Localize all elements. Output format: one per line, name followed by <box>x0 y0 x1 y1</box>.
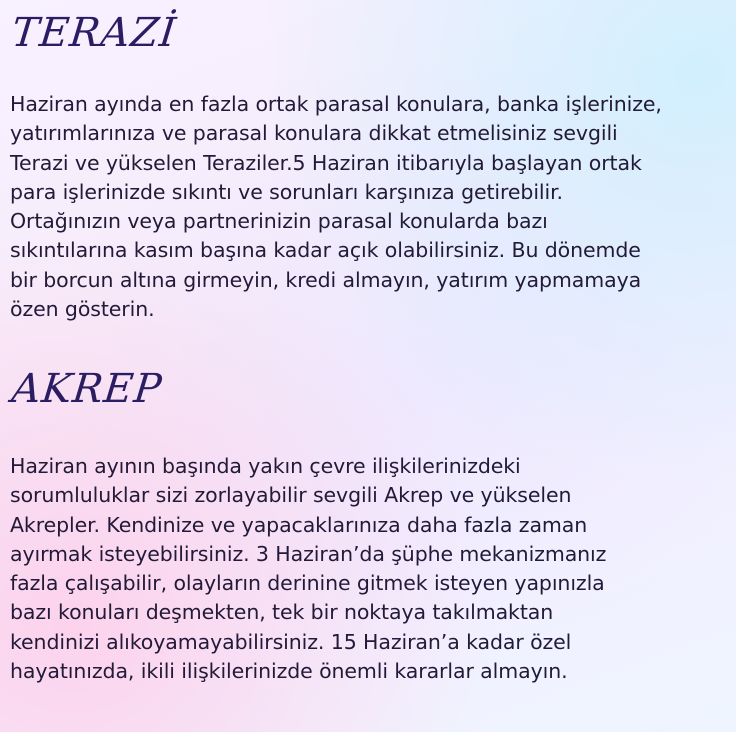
text-line: hayatınızda, ikili ilişkilerinizde önemli kararlar almayın. <box>10 659 568 684</box>
text-line: Terazi ve yükselen Teraziler.5 Haziran itibarıyla başlayan ortak <box>10 150 642 175</box>
text-line: bazı konuları deşmekten, tek bir noktaya takılmaktan <box>10 600 554 625</box>
text-line: Ortağınızın veya partnerinizin parasal konularda bazı <box>10 209 548 234</box>
text-line: bir borcun altına girmeyin, kredi almayın, yatırım yapmamaya <box>10 267 642 292</box>
section-text-terazi <box>10 90 734 324</box>
text-line: Akrepler. Kendinize ve yapacaklarınıza daha fazla zaman <box>10 512 588 537</box>
section-title-akrep: AKREP <box>9 366 165 412</box>
text-line: fazla çalışabilir, olayların derinine gitmek isteyen yapınızla <box>10 571 605 596</box>
text-line: sıkıntılarına kasım başına kadar açık olabilirsiniz. Bu dönemde <box>10 238 641 263</box>
section-title-terazi: TERAZİ <box>9 10 179 56</box>
text-line: Haziran ayında en fazla ortak parasal konulara, banka işlerinize, <box>10 92 662 116</box>
text-line: yatırımlarınıza ve parasal konulara dikkat etmelisiniz sevgili <box>10 121 618 146</box>
text-line: para işlerinizde sıkıntı ve sorunları karşınıza getirebilir. <box>10 179 563 204</box>
text-line: özen gösterin. <box>10 297 155 322</box>
text-line: Haziran ayının başında yakın çevre ilişkilerinizdeki <box>10 454 521 478</box>
text-line: kendinizi alıkoyamayabilirsiniz. 15 Haziran’a kadar özel <box>10 629 572 654</box>
text-line: ayırmak isteyebilirsiniz. 3 Haziran’da şüphe mekanizmanız <box>10 541 607 566</box>
text-line: sorumluluklar sizi zorlayabilir sevgili Akrep ve yükselen <box>10 483 572 508</box>
section-text-akrep <box>10 452 734 686</box>
